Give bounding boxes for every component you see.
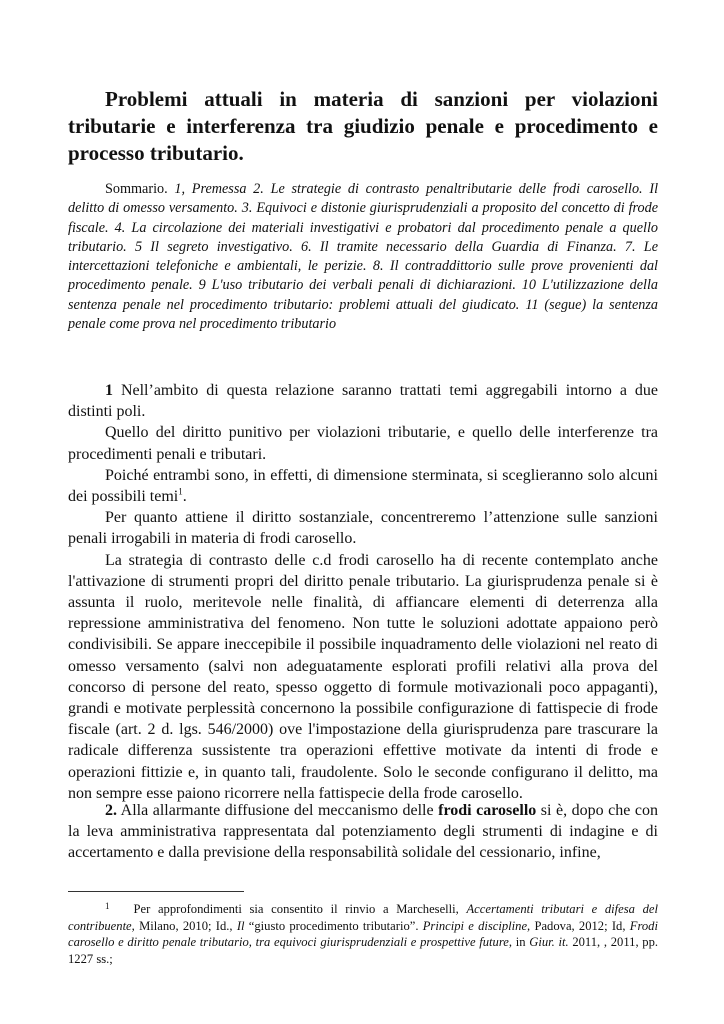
footnote-title: Frodi carosello e diritto penale tributario, tra equivoci giurisprudenziali e prospettive future bbox=[68, 918, 658, 950]
footnote-separator bbox=[68, 891, 244, 892]
section-2 bbox=[68, 800, 658, 864]
emphasis: frodi carosello bbox=[438, 802, 537, 819]
footnote-title: Principi e discipline, bbox=[422, 918, 531, 933]
footnote-text: Padova, 2012; Id, bbox=[534, 918, 626, 933]
summary bbox=[68, 180, 658, 334]
footnote-text: “giusto procedimento tributario”. bbox=[248, 918, 419, 933]
paragraph: Per quanto attiene il diritto sostanziale, concentreremo l’attenzione sulle sanzioni penali irrogabili in materia di frodi carosello. bbox=[68, 509, 658, 548]
paragraph: Quello del diritto punitivo per violazioni tributarie, e quello delle interferenze tra procedimenti penali e tributari. bbox=[68, 424, 658, 463]
paragraph bbox=[68, 800, 658, 864]
footnote-text: 2011, , 2011, pp. 1227 ss.; bbox=[68, 935, 659, 966]
footnote-text: , in bbox=[508, 935, 526, 950]
section-number: 2. bbox=[105, 802, 117, 819]
footnote-reference[interactable]: 1 bbox=[178, 486, 183, 497]
paragraph-text: Nell’ambito di questa relazione saranno trattati temi aggregabili intorno a due distinti poli. bbox=[68, 382, 659, 421]
footnote-text: Per approfondimenti sia consentito il rinvio a Marcheselli, bbox=[133, 902, 459, 916]
paragraph: La strategia di contrasto delle c.d frodi carosello ha di recente contemplato anche l'attivazione di strumenti propri del diritto penale tributario. La giurisprudenza penale si è assunta il ruolo, meritevole nelle finalità, di affiancare elementi di deterrenza alla repressione amministrativa del fenomeno. Non tutte le soluzioni adottate appaiono però condivisibili. Se appare ineccepibile il possibile inquadramento delle violazioni nel reato di omesso versamento (salvi non adeguatamente esplorati profili relativi alla prova del concorso di persone del reato, spesso oggetto di formule motivazionali poco appaganti), grandi e motivate perplessità concernono la possibile configurazione di fattispecie di frode fiscale (art. 2 d. lgs. 546/2000) ove l'impostazione della giurisprudenza pare trascurare la radicale differenza sussistente tra operazioni effettive motivate da intenti di frode e operazioni fittizie e, in quanto tali, fraudolente. Solo le seconde configurano il delitto, ma non sempre esse paiono ricorrere nella fattispecie della frode carosello. bbox=[68, 551, 658, 802]
paragraph-text: Poiché entrambi sono, in effetti, di dimensione sterminata, si sceglieranno solo alcuni dei possibili temi bbox=[68, 466, 658, 506]
paragraph-text: Alla allarmante diffusione del meccanismo delle bbox=[120, 802, 434, 819]
paragraph bbox=[68, 380, 658, 422]
document-title: Problemi attuali in materia di sanzioni per violazioni tributarie e interferenza tra giudizio penale e procedimento e processo tributario. bbox=[68, 87, 658, 165]
paragraph-text: si è, dopo che con la leva amministrativa rappresentata dal potenziamento degli strumenti di indagine e di accertamento e dalla previsione della responsabilità solidale del cessionario, infine, bbox=[68, 802, 658, 862]
paragraph-end: . bbox=[182, 488, 187, 506]
paragraph bbox=[68, 465, 658, 507]
footnote-title: Accertamenti tributari e difesa del contribuente, bbox=[68, 902, 658, 933]
section-1 bbox=[68, 380, 658, 804]
footnote bbox=[68, 898, 658, 967]
footnote-text: Milano, 2010; Id., bbox=[139, 918, 233, 933]
summary-items: 1, Premessa 2. Le strategie di contrasto penaltributarie delle frodi carosello. Il delitto di omesso versamento. 3. Equivoci e distonie giurisprudenziali a proposito del concetto di frode fiscale. 4. La circolazione dei materiali investigativi e probatori dal procedimento penale a quello tributario. 5 Il segreto investigativo. 6. Il tramite necessario della Guardia di Finanza. 7. Le intercettazioni telefoniche e ambientali, le perizie. 8. Il contraddittorio sulle prove provenienti dal procedimento penale. 9 L'uso tributario dei verbali penali di dichiarazioni. 10 L'utilizzazione della sentenza penale nel procedimento tributario: problemi attuali del giudicato. 11 (segue) la sentenza penale come prova nel procedimento tributario bbox=[68, 181, 659, 333]
footnote-mark: 1 bbox=[105, 901, 110, 911]
footnote-journal: Giur. it. bbox=[529, 935, 569, 950]
section-number: 1 bbox=[105, 382, 113, 399]
footnote-title: Il bbox=[236, 918, 245, 933]
summary-label: Sommario. bbox=[105, 181, 168, 197]
